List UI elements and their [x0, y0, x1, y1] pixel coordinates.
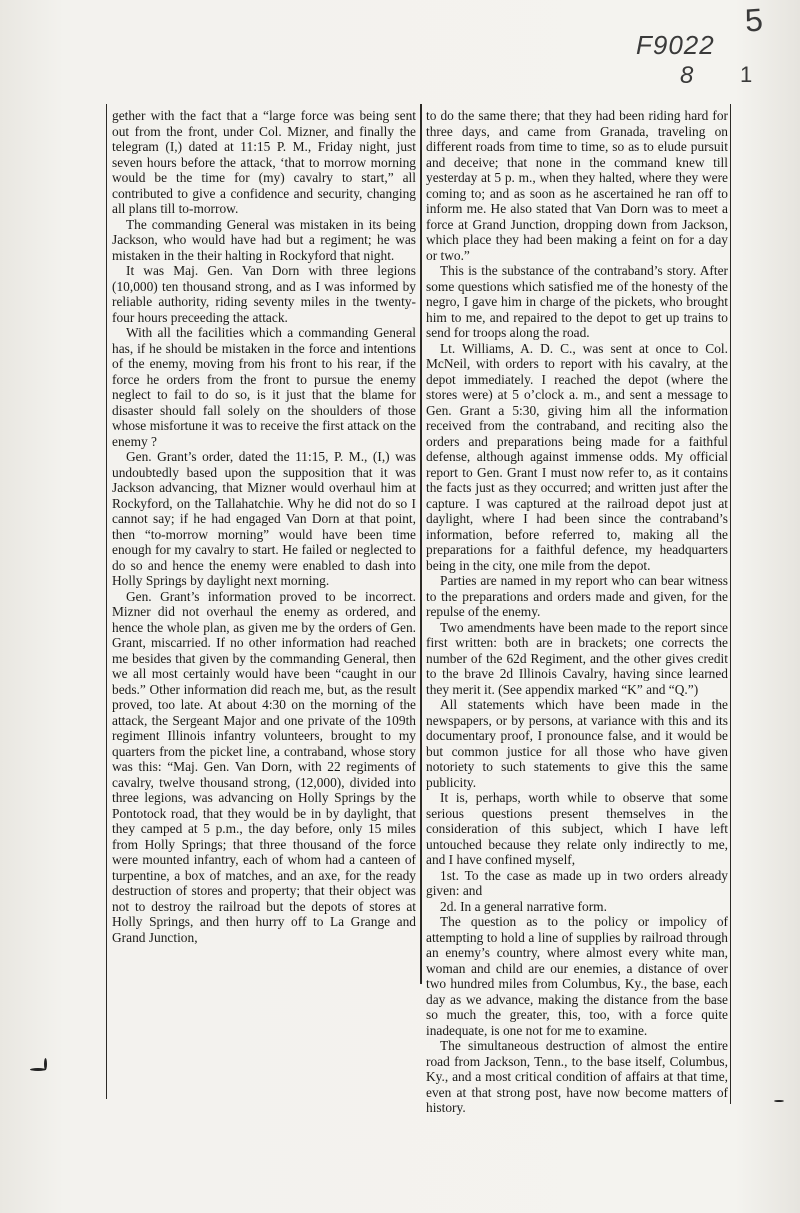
paragraph: This is the substance of the contraband’s story. After some questions which satisfied me of the honesty of the negro, I gave him in charge of the pickets, who brought him to me, and repaired to the depot to get up trains to send for troops along the road.	[426, 263, 728, 340]
scan-speck	[774, 1100, 784, 1102]
paragraph: The simultaneous destruction of almost the entire road from Jackson, Tenn., to the base itself, Columbus, Ky., and a most critical condition of affairs at that time, even at that strong post, have now become matters of history.	[426, 1038, 728, 1115]
paragraph: The commanding General was mistaken in its being Jackson, who would have had but a regiment; he was mistaken in the their halting in Rockyford that night.	[112, 216, 416, 263]
left-text-column	[112, 108, 416, 945]
paragraph: All statements which have been made in the newspapers, or by persons, at variance with this and its documentary proof, I pronounce false, and it would be but common justice for all those who have given notoriety to such statements to give this the same publicity.	[426, 697, 728, 790]
handwritten-catalog-tick: 1	[740, 62, 753, 87]
column-divider	[420, 104, 422, 984]
paragraph: 2d. In a general narrative form.	[440, 898, 607, 914]
left-column-rule	[106, 104, 107, 1099]
paragraph: gether with the fact that a “large force was being sent out from the front, under Col. Mizner, and finally the telegram (I,) dated at 11:15 P. M., Friday night, just seven hours before the attack, ‘that to morrow morning would be the time for (my) cavalry to start,” all contributed to give a confidence and security, changing all plans till to-morrow.	[112, 108, 416, 216]
scan-speck	[44, 1058, 47, 1070]
handwritten-catalog-number: F9022	[636, 30, 715, 60]
handwritten-page-number: 5	[743, 1, 764, 39]
right-text-column	[426, 108, 728, 1116]
handwritten-catalog-sub: 8	[680, 62, 694, 89]
paragraph: It was Maj. Gen. Van Dorn with three legions (10,000) ten thousand strong, and as I was informed by reliable authority, riding seventy miles in the twenty-four hours preceeding the attack.	[112, 263, 416, 325]
paragraph: Two amendments have been made to the report since first written: both are in brackets; one corrects the number of the 62d Regiment, and the other gives credit to the brave 2d Illinois Cavalry, having since learned they merit it. (See appendix marked “K” and “Q.”)	[426, 619, 728, 697]
paragraph: 1st. To the case as made up in two orders already given: and	[426, 867, 728, 898]
paragraph: With all the facilities which a commanding General has, if he should be mistaken in the force and intentions of the enemy, moving from his front to his rear, if the force he orders from the front to pursue the enemy neglect to fail to do so, is it just that the blame for disaster should fall solely on the shoulders of those whose misfortune it was to receive the first attack on the enemy ?	[112, 325, 416, 449]
paragraph: Lt. Williams, A. D. C., was sent at once to Col. McNeil, with orders to report with his cavalry, at the depot immediately. I reached the depot (where the stores were) at 5 o’clock a. m., and sent a message to Gen. Grant a 5:30, giving him all the information received from the contraband, and reciting also the orders and preparations being made for a faithful defense, although against immense odds. My official report to Gen. Grant I must now refer to, as it contains the facts just as they occurred; and written just after the capture. I was captured at the railroad depot just at daylight, where I had been since the contraband’s information, before referred to, making all the preparations for a faithful defence, my headquarters being in the city, one mile from the depot.	[426, 340, 728, 573]
paragraph: to do the same there; that they had been riding hard for three days, and came from Granada, traveling on different roads from time to time, so as to elude pursuit and deceive; that none in the command knew till yesterday at 5 p. m., when they halted, where they were coming to; and as soon as he ascertained he ran off to inform me. He also stated that Van Dorn was to meet a force at Grand Junction, dropping down from Jackson, which place they had been making a feint on for a day or two.”	[426, 108, 728, 263]
paragraph: Gen. Grant’s information proved to be incorrect. Mizner did not overhaul the enemy as ordered, and hence the whole plan, as given me by the orders of Gen. Grant, miscarried. If no other information had reached me besides that given by the commanding General, then we all most certainly would have been “caught in our beds.” Other information did reach me, but, as the result proved, too late. At about 4:30 on the morning of the attack, the Sergeant Major and one private of the 109th regiment Illinois infantry volunteers, brought to my quarters from the picket line, a contraband, whose story was this: “Maj. Gen. Van Dorn, with 22 regiments of cavalry, twelve thousand strong, (12,000), divided into three legions, was advancing on Holly Springs by the Pontotock road, that they would be in by daylight, that they camped at 5 p.m., the day before, only 15 miles from Holly Springs; that three thousand of the force were mounted infantry, each of whom had a canteen of turpentine, a box of matches, and an axe, for the ready destruction of stores and property; that their object was not to destroy the railroad but the depots of stores at Holly Springs, and then hurry off to La Grange and Grand Junction,	[112, 588, 416, 945]
paragraph: Parties are named in my report who can bear witness to the preparations and orders made and given, for the repulse of the enemy.	[426, 573, 728, 619]
paragraph: It is, perhaps, worth while to observe that some serious questions present themselves in the consideration of this subject, which I have left untouched because they relate only indirectly to me, and I have confined myself,	[426, 790, 728, 867]
right-column-rule	[730, 104, 731, 1104]
paragraph: Gen. Grant’s order, dated the 11:15, P. M., (I,) was undoubtedly based upon the supposition that it was Jackson advancing, that Mizner would overhaul him at Rockyford, on the Tallahatchie. Why he did not do so I cannot say; if he had engaged Van Dorn at that point, then “to-morrow morning” would have been time enough for my cavalry to start. He failed or neglected to do so and hence the enemy were enabled to dash into Holly Springs by daylight next morning.	[112, 449, 416, 588]
paragraph: The question as to the policy or impolicy of attempting to hold a line of supplies by railroad through an enemy’s country, where almost every white man, woman and child are our enemies, a distance of over two hundred miles from Columbus, Ky., the base, each day as we advance, making the distance from the base so much the greater, this, too, with a force quite inadequate, is one not for me to examine.	[426, 914, 728, 1038]
